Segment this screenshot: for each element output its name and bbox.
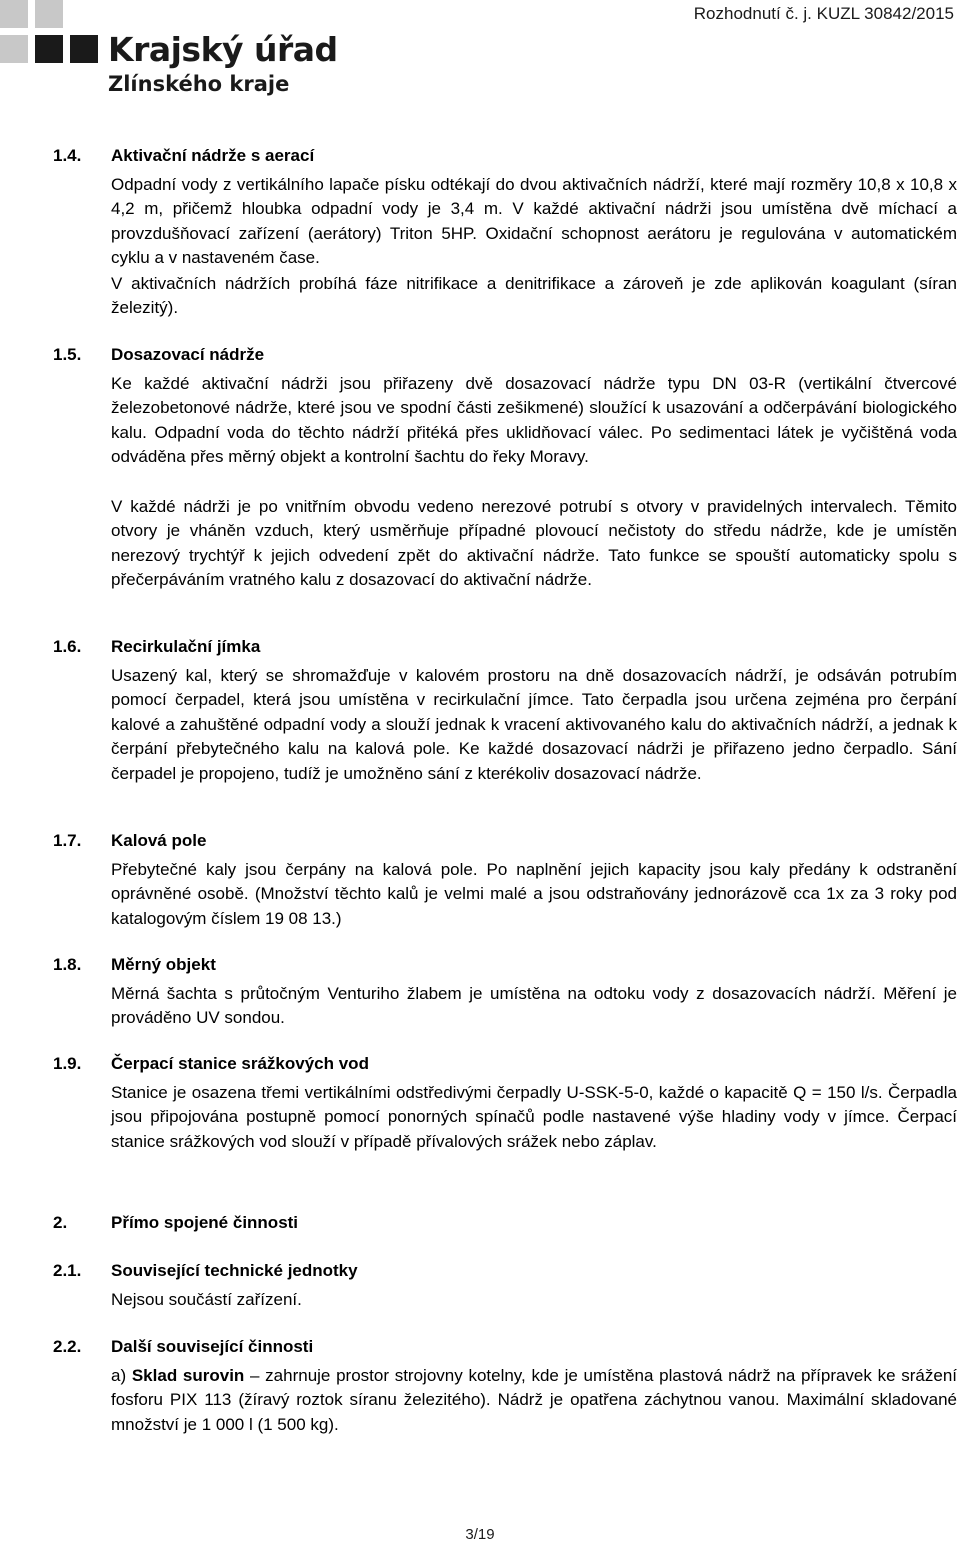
section-title: Přímo spojené činnosti (111, 1213, 299, 1232)
paragraph: Nejsou součástí zařízení. (111, 1290, 302, 1309)
paragraph: Usazený kal, který se shromažďuje v kalovém prostoru na dně dosazovacích nádrží, je odsáván potrubím pomocí čerpadel, která jsou umístěna v recirkulační jímce. Tato čerpadla jsou určena zejména pro čerpání kalové a zahuštěné odpadní vody a slouží jednak k vracení aktivovaného kalu do aktivačních nádrží, a jednak k čerpání přebytečného kalu na kalová pole. Ke každé dosazovací nádrži je přiřazeno jedno čerpadlo. Sání čerpadel je propojeno, tudíž je umožněno sání z kterékoliv dosazovací nádrže. (111, 666, 957, 783)
logo-square-icon (35, 0, 63, 28)
section-number: 2. (53, 1213, 68, 1232)
section-number: 1.7. (53, 831, 82, 850)
logo-square-icon (0, 35, 28, 63)
paragraph: Stanice je osazena třemi vertikálními odstředivými čerpadly U-SSK-5-0, každé o kapacitě Q = 150 l/s. Čerpadla jsou připojována postupně pomocí ponorných spínačů podle nastavené výše hladiny vody v jímce. Čerpací stanice srážkových vod slouží v případě přívalových srážek nebo záplav. (111, 1083, 957, 1151)
list-term: Sklad surovin (131, 1366, 245, 1385)
section-number: 2.1. (53, 1261, 82, 1280)
section-number: 1.9. (53, 1054, 82, 1073)
section-title: Měrný objekt (111, 955, 216, 974)
section-title: Související technické jednotky (111, 1261, 358, 1280)
section-title: Kalová pole (111, 831, 207, 850)
section-number: 1.6. (53, 637, 82, 656)
section-number: 1.8. (53, 955, 82, 974)
document-number: Rozhodnutí č. j. KUZL 30842/2015 (693, 4, 954, 23)
paragraph: Přebytečné kaly jsou čerpány na kalová pole. Po naplnění jejich kapacity jsou kaly předány k odstranění oprávněné osobě. (Množství těchto kalů je velmi malé a jsou odstraňovány jednorázově cca 1x za 3 roky pod katalogovým číslem 19 08 13.) (111, 860, 957, 928)
org-region: Zlínského kraje (108, 72, 290, 96)
page-number: 3/19 (465, 1526, 495, 1543)
list-marker: a) (111, 1366, 127, 1385)
section-title: Aktivační nádrže s aerací (111, 146, 315, 165)
paragraph: Odpadní vody z vertikálního lapače písku odtékají do dvou aktivačních nádrží, které mají rozměry 10,8 x 10,8 x 4,2 m, přičemž hloubka odpadní vody je 3,4 m. V každé aktivační nádrži jsou umístěna dvě míchací a provzdušňovací zařízení (aerátory) Triton 5HP. Oxidační schopnost aerátoru je regulována v automatickém cyklu a v nastaveném čase. (111, 175, 957, 268)
section-title: Čerpací stanice srážkových vod (111, 1054, 369, 1073)
paragraph: Ke každé aktivační nádrži jsou přiřazeny dvě dosazovací nádrže typu DN 03-R (vertikální čtvercové železobetonové nádrže, které jsou ve spodní části zešikmené) sloužící k usazování a odčerpávání biologického kalu. Odpadní voda do těchto nádrží přitéká přes uklidňovací válec. Po sedimentaci látek je vyčištěná voda odváděna přes měrný objekt a kontrolní šachtu do řeky Moravy. (111, 374, 957, 467)
section-title: Dosazovací nádrže (111, 345, 265, 364)
section-title: Další související činnosti (111, 1337, 314, 1356)
paragraph: V každé nádrži je po vnitřním obvodu vedeno nerezové potrubí s otvory v pravidelných intervalech. Těmito otvory je vháněn vzduch, který usměrňuje případné plovoucí nečistoty do středu nádrže, kde je umístěn nerezový trychtýř k jejich odvedení zpět do aktivační nádrže. Tato funkce se spouští automaticky spolu s přečerpáváním vratného kalu z dosazovací do aktivační nádrže. (111, 497, 957, 590)
logo-square-icon (35, 35, 63, 63)
section-number: 2.2. (53, 1337, 82, 1356)
list-text: – zahrnuje prostor strojovny kotelny, kde je umístěna plastová nádrž na přípravek ke srážení fosforu PIX 113 (žíravý roztok síranu železitého). Nádrž je opatřena záchytnou vanou. Maximální skladované množství je 1 000 l (1 500 kg). (111, 1366, 958, 1434)
section-number: 1.5. (53, 345, 82, 364)
org-name: Krajský úřad (108, 30, 338, 69)
paragraph: Měrná šachta s průtočným Venturiho žlabem je umístěna na odtoku vody z dosazovacích nádrží. Měření je prováděno UV sondou. (111, 984, 957, 1028)
section-title: Recirkulační jímka (111, 637, 261, 656)
list-item (111, 1364, 957, 1437)
org-logo (0, 0, 338, 105)
paragraph: V aktivačních nádržích probíhá fáze nitrifikace a denitrifikace a zároveň je zde aplikován koagulant (síran železitý). (111, 274, 957, 318)
section-number: 1.4. (53, 146, 82, 165)
logo-square-icon (70, 35, 98, 63)
logo-square-icon (0, 0, 28, 28)
